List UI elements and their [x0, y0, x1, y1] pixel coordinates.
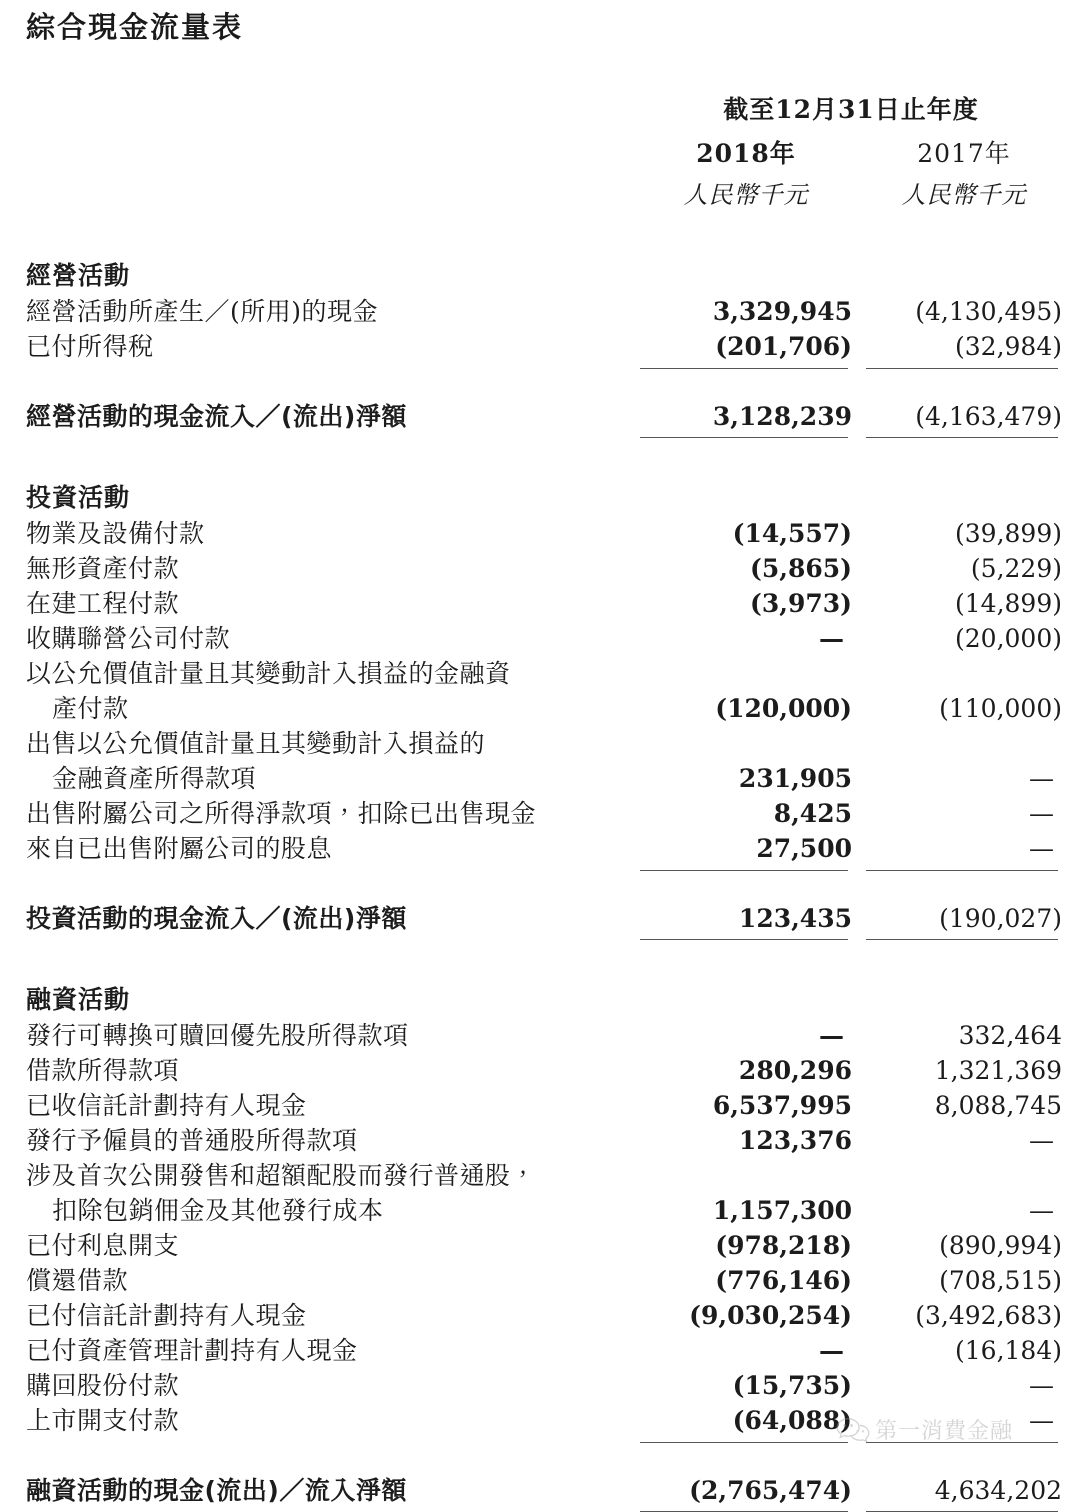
- row-value-2018: (201,706): [715, 332, 852, 362]
- section-heading-row-investing: [26, 480, 1062, 516]
- row-label: 發行可轉換可贖回優先股所得款項: [26, 1021, 409, 1051]
- row-label: 在建工程付款: [26, 589, 180, 619]
- row-value-2017: 8,088,745: [934, 1091, 1062, 1121]
- row-value-2018: (3,973): [750, 589, 852, 619]
- table-row: [26, 1018, 1062, 1053]
- row-label: 收購聯營公司付款: [26, 624, 231, 654]
- row-value-2018: 123,376: [738, 1126, 852, 1156]
- column-header-year-2018: 2018年: [696, 139, 796, 169]
- header-blank-cell: [26, 89, 640, 133]
- gap-row: [26, 1443, 1062, 1473]
- section-heading-row-financing: [26, 982, 1062, 1018]
- row-value-2018: —: [819, 1336, 844, 1366]
- row-label: 已付所得稅: [26, 332, 154, 362]
- row-value-2018: 27,500: [756, 834, 852, 864]
- section-gap-row: [26, 940, 1062, 982]
- row-value-2017: (14,899): [955, 589, 1062, 619]
- section-gap-row: [26, 438, 1062, 480]
- row-value-2018: 8,425: [773, 799, 852, 829]
- table-row: [26, 1368, 1062, 1403]
- table-row-continuation: [26, 761, 1062, 796]
- total-label: 投資活動的現金流入／(流出)淨額: [26, 904, 407, 934]
- row-value-2018: 6,537,995: [712, 1091, 852, 1121]
- header-bottom-spacer-row: [26, 212, 1062, 258]
- table-row: [26, 621, 1062, 656]
- table-row: [26, 551, 1062, 586]
- row-label: 購回股份付款: [26, 1371, 180, 1401]
- total-value-2017: (4,163,479): [915, 402, 1062, 432]
- row-label-line2: 扣除包銷佣金及其他發行成本: [52, 1196, 384, 1226]
- statement-body: [26, 45, 1062, 1512]
- header-bottom-spacer: [26, 212, 1062, 258]
- row-value-2017: —: [1029, 1406, 1054, 1436]
- table-row-wrapped: [26, 1158, 1062, 1193]
- table-row: [26, 294, 1062, 329]
- row-value-2018: —: [819, 624, 844, 654]
- table-row: [26, 1228, 1062, 1263]
- row-value-2017: —: [1029, 834, 1054, 864]
- total-row-investing: [26, 901, 1062, 937]
- table-row-continuation: [26, 691, 1062, 726]
- table-row-wrapped: [26, 656, 1062, 691]
- table-row: [26, 1053, 1062, 1088]
- table-row: [26, 1123, 1062, 1158]
- year-header-row: [26, 133, 1062, 174]
- row-label: 無形資產付款: [26, 554, 180, 584]
- gap-cell: [26, 369, 1062, 399]
- row-label: 已付利息開支: [26, 1231, 180, 1261]
- row-label: 物業及設備付款: [26, 519, 205, 549]
- row-value-2017: (708,515): [939, 1266, 1062, 1296]
- table-row-continuation: [26, 1193, 1062, 1228]
- row-value-2017: —: [1029, 799, 1054, 829]
- row-label-line2: 金融資產所得款項: [52, 764, 257, 794]
- row-value-2017: (110,000): [939, 694, 1062, 724]
- row-value-2017: —: [1029, 1196, 1054, 1226]
- row-value-2018: (978,218): [715, 1231, 852, 1261]
- header-gap-cell: [852, 133, 866, 174]
- total-label: 經營活動的現金流入／(流出)淨額: [26, 402, 407, 432]
- watermark-text: 第一消費金融: [875, 1419, 1014, 1444]
- table-row: [26, 1088, 1062, 1123]
- row-value-2017: (16,184): [955, 1336, 1062, 1366]
- row-value-2017: (5,229): [970, 554, 1062, 584]
- table-row: [26, 796, 1062, 831]
- total-label: 融資活動的現金(流出)／流入淨額: [26, 1476, 407, 1506]
- row-value-2017: (20,000): [955, 624, 1062, 654]
- section-heading-operating: 經營活動: [26, 261, 131, 291]
- row-value-2017: 1,321,369: [934, 1056, 1062, 1086]
- row-value-2017: (32,984): [955, 332, 1062, 362]
- statement-table: [26, 45, 1062, 1512]
- row-label: 來自已出售附屬公司的股息: [26, 834, 333, 864]
- row-label: 已付信託計劃持有人現金: [26, 1301, 307, 1331]
- row-value-2017: (890,994): [939, 1231, 1062, 1261]
- row-value-2018: (9,030,254): [689, 1301, 852, 1331]
- column-header-currency-2017: 人民幣千元: [901, 181, 1027, 210]
- gap-cell: [26, 1443, 1062, 1473]
- section-gap-cell: [26, 438, 1062, 480]
- row-value-2018: 3,329,945: [712, 297, 852, 327]
- row-value-2017: 332,464: [958, 1021, 1062, 1051]
- total-row-operating: [26, 399, 1062, 435]
- total-value-2018: 123,435: [738, 904, 852, 934]
- row-value-2018: (15,735): [732, 1371, 852, 1401]
- row-value-2017: (3,492,683): [915, 1301, 1062, 1331]
- row-value-2017: —: [1029, 1126, 1054, 1156]
- gap-row: [26, 871, 1062, 901]
- row-label: 發行予僱員的普通股所得款項: [26, 1126, 358, 1156]
- row-label: 已收信託計劃持有人現金: [26, 1091, 307, 1121]
- row-value-2017: (4,130,495): [915, 297, 1062, 327]
- header-gap-cell-2: [852, 174, 866, 212]
- period-header-row: [26, 89, 1062, 133]
- row-value-2018: 1,157,300: [712, 1196, 852, 1226]
- total-value-2018: (2,765,474): [689, 1476, 852, 1506]
- header-blank-cell-3: [26, 174, 640, 212]
- row-label: 出售附屬公司之所得淨款項，扣除已出售現金: [26, 799, 537, 829]
- row-label: 出售以公允價值計量且其變動計入損益的: [26, 729, 486, 759]
- table-row: [26, 586, 1062, 621]
- row-value-2017: —: [1029, 1371, 1054, 1401]
- row-label: 以公允價值計量且其變動計入損益的金融資: [26, 659, 511, 689]
- section-heading-row-operating: [26, 258, 1062, 294]
- header-spacer: [26, 45, 1062, 89]
- row-value-2018: (120,000): [715, 694, 852, 724]
- table-row: [26, 1403, 1062, 1438]
- header-spacer-row: [26, 45, 1062, 89]
- row-value-2017: (39,899): [955, 519, 1062, 549]
- header-blank-cell-2: [26, 133, 640, 174]
- row-value-2017: —: [1029, 764, 1054, 794]
- page-title: 綜合現金流量表: [26, 10, 244, 44]
- row-value-2018: (5,865): [750, 554, 852, 584]
- table-row: [26, 1333, 1062, 1368]
- total-value-2017: 4,634,202: [934, 1476, 1062, 1506]
- currency-header-row: [26, 174, 1062, 212]
- row-value-2018: (14,557): [732, 519, 852, 549]
- row-label: 借款所得款項: [26, 1056, 180, 1086]
- total-value-2017: (190,027): [939, 904, 1062, 934]
- total-row-financing: [26, 1473, 1062, 1509]
- row-value-2018: 280,296: [738, 1056, 852, 1086]
- section-gap-cell: [26, 940, 1062, 982]
- row-value-2018: (776,146): [715, 1266, 852, 1296]
- total-value-2018: 3,128,239: [712, 402, 852, 432]
- gap-row: [26, 369, 1062, 399]
- period-label: 截至12月31日止年度: [723, 95, 979, 125]
- row-label: 經營活動所產生／(所用)的現金: [26, 297, 379, 327]
- table-row-wrapped: [26, 726, 1062, 761]
- row-value-2018: (64,088): [732, 1406, 852, 1436]
- section-heading-financing: 融資活動: [26, 985, 131, 1015]
- table-row: [26, 516, 1062, 551]
- table-row: [26, 1298, 1062, 1333]
- table-row: [26, 831, 1062, 866]
- table-row: [26, 1263, 1062, 1298]
- row-label: 上市開支付款: [26, 1406, 180, 1436]
- row-label: 涉及首次公開發售和超額配股而發行普通股，: [26, 1161, 537, 1191]
- column-header-currency-2018: 人民幣千元: [683, 181, 809, 210]
- section-heading-investing: 投資活動: [26, 483, 131, 513]
- row-value-2018: —: [819, 1021, 844, 1051]
- row-label-line2: 產付款: [52, 694, 129, 724]
- table-row: [26, 329, 1062, 364]
- row-label: 償還借款: [26, 1266, 129, 1296]
- row-label: 已付資產管理計劃持有人現金: [26, 1336, 358, 1366]
- column-header-year-2017: 2017年: [917, 139, 1011, 169]
- row-value-2018: 231,905: [738, 764, 852, 794]
- gap-cell: [26, 871, 1062, 901]
